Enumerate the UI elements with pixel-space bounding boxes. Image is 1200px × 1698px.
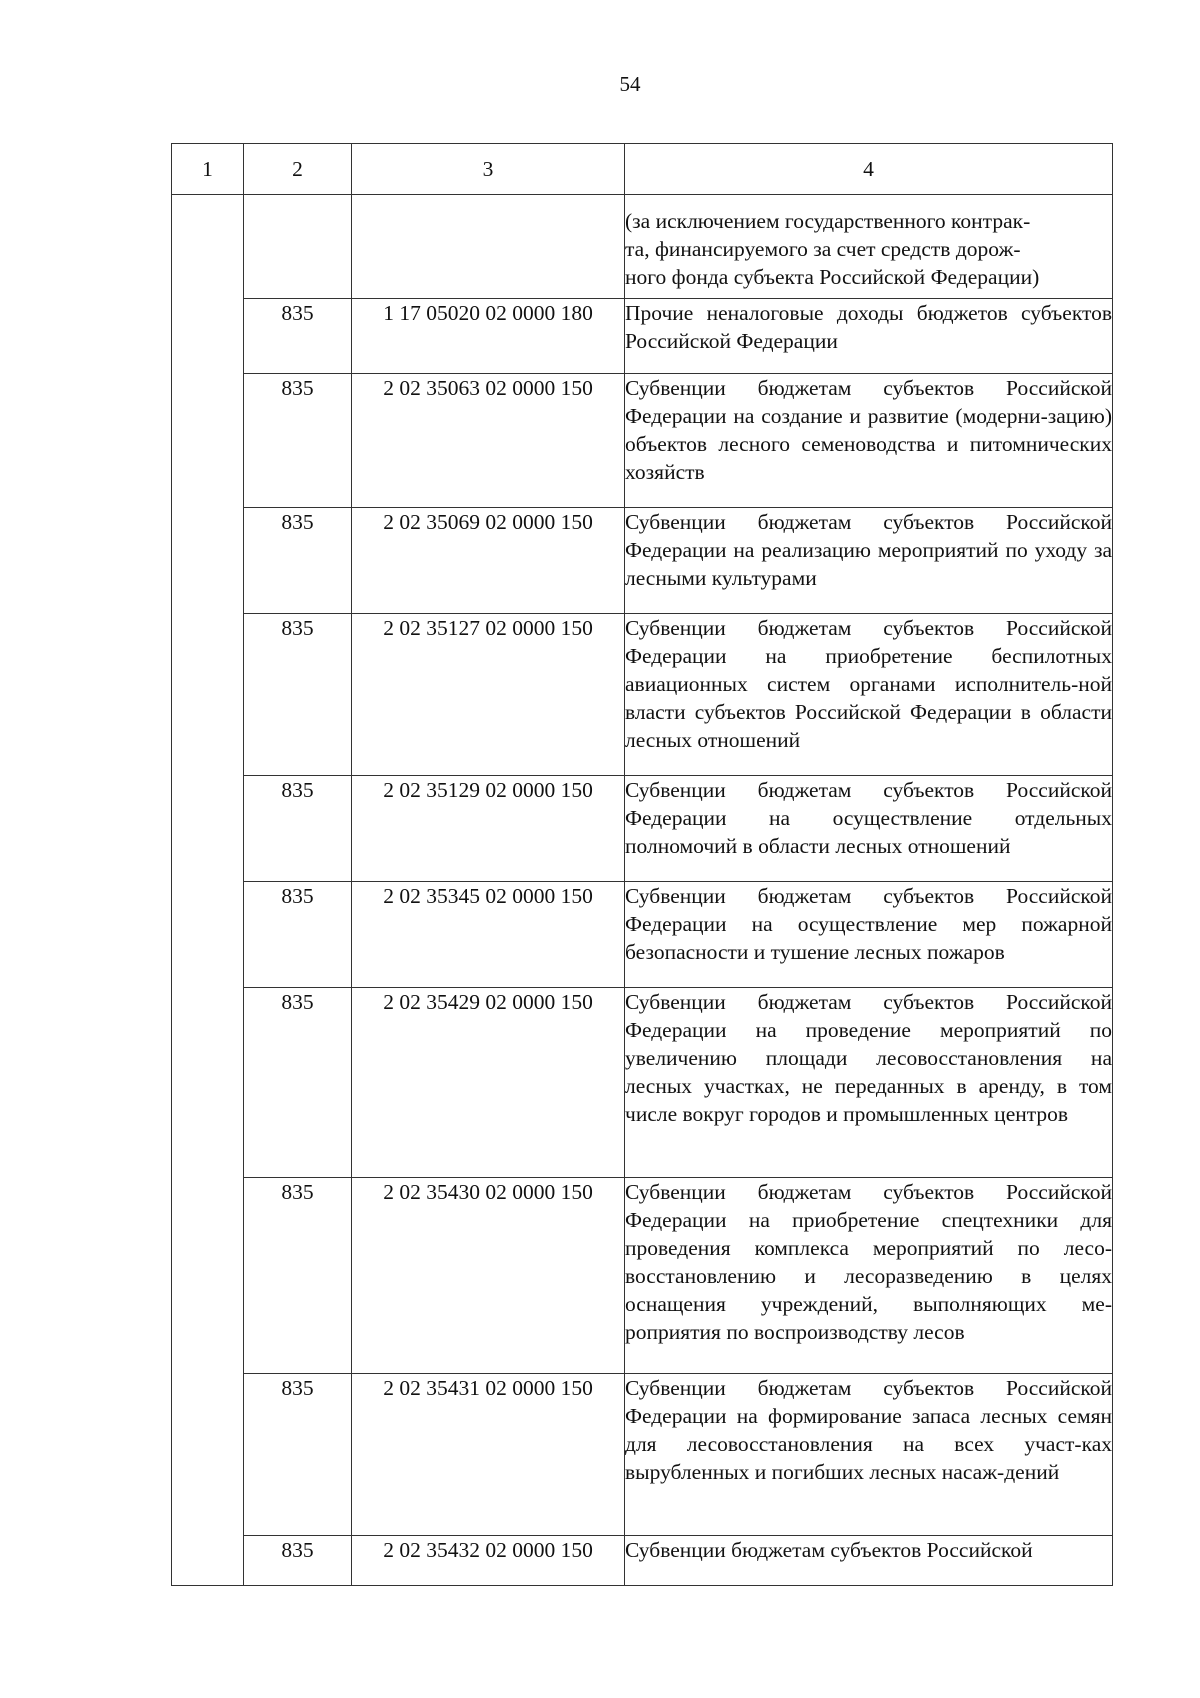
admin-code-cell: 835 bbox=[244, 614, 352, 776]
description-cell: Субвенции бюджетам субъектов Российской bbox=[625, 1536, 1113, 1586]
table-row bbox=[172, 1536, 1113, 1586]
revenue-code-cell: 1 17 05020 02 0000 180 bbox=[352, 299, 625, 374]
revenue-code-cell: 2 02 35127 02 0000 150 bbox=[352, 614, 625, 776]
admin-code-cell bbox=[244, 195, 352, 299]
description-cell: Субвенции бюджетам субъектов Российской Федерации на приобретение спецтехники для проведения комплекса мероприятий по лесо-восстановлению и лесоразведению в целях оснащения учреждений, выполняющих ме-роприятия по воспроизводству лесов bbox=[625, 1178, 1113, 1374]
description-cell bbox=[625, 195, 1113, 299]
table-row bbox=[172, 1178, 1113, 1374]
table-row bbox=[172, 1374, 1113, 1536]
column-header-3: 3 bbox=[352, 144, 625, 195]
description-cell: Субвенции бюджетам субъектов Российской Федерации на реализацию мероприятий по уходу за лесными культурами bbox=[625, 508, 1113, 614]
description-cell: Субвенции бюджетам субъектов Российской Федерации на проведение мероприятий по увеличению площади лесовосстановления на лесных участках, не переданных в аренду, в том числе вокруг городов и промышленных центров bbox=[625, 988, 1113, 1178]
revenue-code-cell bbox=[352, 195, 625, 299]
admin-code-cell: 835 bbox=[244, 988, 352, 1178]
admin-code-cell: 835 bbox=[244, 374, 352, 508]
table-row bbox=[172, 614, 1113, 776]
admin-code-cell: 835 bbox=[244, 1178, 352, 1374]
revenue-code-cell: 2 02 35345 02 0000 150 bbox=[352, 882, 625, 988]
admin-code-cell: 835 bbox=[244, 1374, 352, 1536]
admin-code-cell: 835 bbox=[244, 776, 352, 882]
revenue-code-cell: 2 02 35431 02 0000 150 bbox=[352, 1374, 625, 1536]
table-row bbox=[172, 508, 1113, 614]
table-header bbox=[172, 144, 1113, 195]
revenue-code-cell: 2 02 35429 02 0000 150 bbox=[352, 988, 625, 1178]
revenue-codes-table bbox=[171, 143, 1113, 1586]
table-row bbox=[172, 195, 1113, 299]
revenue-code-cell: 2 02 35430 02 0000 150 bbox=[352, 1178, 625, 1374]
description-cell: Субвенции бюджетам субъектов Российской Федерации на осуществление отдельных полномочий в области лесных отношений bbox=[625, 776, 1113, 882]
admin-code-cell: 835 bbox=[244, 299, 352, 374]
revenue-code-cell: 2 02 35069 02 0000 150 bbox=[352, 508, 625, 614]
table-row bbox=[172, 374, 1113, 508]
column-header-4: 4 bbox=[625, 144, 1113, 195]
description-cell: Субвенции бюджетам субъектов Российской Федерации на формирование запаса лесных семян для лесовосстановления на всех участ-ках вырубленных и погибших лесных насаж-дений bbox=[625, 1374, 1113, 1536]
table-row bbox=[172, 988, 1113, 1178]
description-cell: Субвенции бюджетам субъектов Российской Федерации на создание и развитие (модерни-зацию) объектов лесного семеноводства и питомнических хозяйств bbox=[625, 374, 1113, 508]
admin-code-cell: 835 bbox=[244, 1536, 352, 1586]
table-row bbox=[172, 882, 1113, 988]
revenue-code-cell: 2 02 35129 02 0000 150 bbox=[352, 776, 625, 882]
admin-code-cell: 835 bbox=[244, 882, 352, 988]
header-row bbox=[172, 144, 1113, 195]
table-row bbox=[172, 299, 1113, 374]
description-cell: Прочие неналоговые доходы бюджетов субъектов Российской Федерации bbox=[625, 299, 1113, 374]
revenue-code-cell: 2 02 35063 02 0000 150 bbox=[352, 374, 625, 508]
admin-code-cell: 835 bbox=[244, 508, 352, 614]
description-cell: Субвенции бюджетам субъектов Российской Федерации на осуществление мер пожарной безопасности и тушение лесных пожаров bbox=[625, 882, 1113, 988]
column-header-2: 2 bbox=[244, 144, 352, 195]
description-text: (за исключением государственного контрак- та, финансируемого за счет средств дорож- ного фонда субъекта Российской Федерации) bbox=[625, 209, 1040, 289]
table-row bbox=[172, 776, 1113, 882]
merged-column-1-cell bbox=[172, 195, 244, 1586]
page-number: 54 bbox=[619, 72, 641, 96]
description-cell: Субвенции бюджетам субъектов Российской Федерации на приобретение беспилотных авиационных систем органами исполнитель-ной власти субъектов Российской Федерации в области лесных отношений bbox=[625, 614, 1113, 776]
column-header-1: 1 bbox=[172, 144, 244, 195]
revenue-code-cell: 2 02 35432 02 0000 150 bbox=[352, 1536, 625, 1586]
table-body bbox=[172, 195, 1113, 1586]
